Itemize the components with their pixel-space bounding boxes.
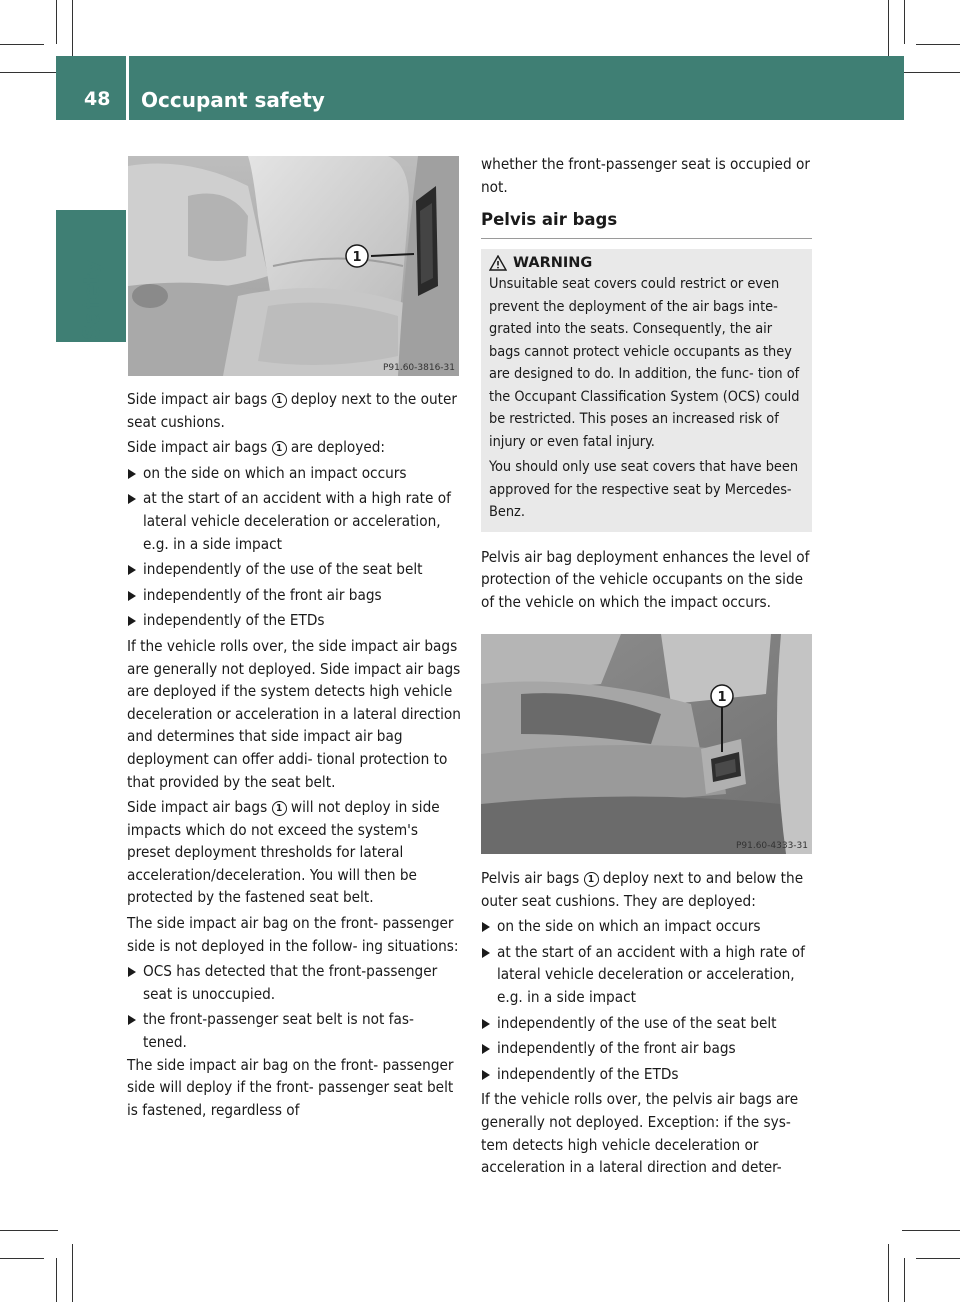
list-item: independently of the use of the seat belt [127, 558, 461, 581]
right-column [481, 153, 812, 613]
bullet-list [127, 462, 461, 632]
callout-1-icon: 1 [272, 393, 287, 408]
warning-text: You should only use seat covers that have been approved for the respective seat by Mercedes-Benz. [489, 459, 799, 521]
left-column [127, 388, 461, 1121]
seat-illustration [481, 634, 812, 854]
side-tab-label: Safety [80, 259, 105, 340]
figure-side-air-bag [128, 156, 459, 376]
crop-mark [0, 44, 44, 45]
crop-mark [72, 1244, 73, 1302]
paragraph: Side impact air bags 1 deploy next to the outer seat cushions. [127, 390, 458, 431]
crop-mark [916, 44, 960, 45]
crop-mark [916, 1258, 960, 1259]
paragraph: The side impact air bag on the front- passenger side is not deployed in the follow- ing situations: [127, 914, 459, 955]
right-column-lower [481, 867, 812, 1179]
warning-box [481, 249, 812, 532]
seat-illustration [128, 156, 459, 376]
warning-title: WARNING [513, 255, 593, 272]
crop-mark [902, 1230, 960, 1231]
crop-mark [0, 1230, 58, 1231]
header-separator [126, 56, 129, 120]
bullet-list [481, 915, 812, 1085]
crop-mark [0, 72, 58, 73]
crop-mark [902, 72, 960, 73]
figure-code: P91.60-3816-31 [382, 363, 455, 373]
crop-mark [904, 1258, 905, 1302]
crop-mark [56, 1258, 57, 1302]
page-title: Occupant safety [141, 88, 325, 112]
paragraph: If the vehicle rolls over, the pelvis air bags are generally not deployed. Exception: if the sys- tem detects high vehicle deceleration or acceleration in a lateral direction and deter- [481, 1090, 799, 1177]
warning-triangle-icon [489, 255, 507, 271]
bullet-list [127, 960, 461, 1053]
figure-code: P91.60-4333-31 [735, 841, 808, 851]
page-number: 48 [84, 88, 111, 110]
warning-header [489, 255, 802, 271]
callout-1-icon: 1 [272, 441, 287, 456]
crop-mark [888, 0, 889, 58]
figure-callout-1: 1 [717, 690, 727, 705]
crop-mark [56, 0, 57, 44]
crop-mark [0, 1258, 44, 1259]
warning-text: Unsuitable seat covers could restrict or even prevent the deployment of the air bags inte- grated into the seats. Consequently, the air bags cannot protect vehicle occupants as they are designed to do. In addition, the func- tion of the Occupant Classification System (OCS) could be restricted. This poses an increased risk of injury or even fatal injury. [489, 276, 800, 450]
list-item: on the side on which an impact occurs [481, 915, 812, 938]
callout-1-icon: 1 [584, 872, 599, 887]
paragraph: whether the front-passenger seat is occupied or not. [481, 155, 810, 196]
list-item: on the side on which an impact occurs [127, 462, 461, 485]
list-item: independently of the use of the seat belt [481, 1012, 812, 1035]
crop-mark [888, 1244, 889, 1302]
paragraph: The side impact air bag on the front- passenger side will deploy if the front- passenger seat belt is fastened, regardless of [127, 1055, 454, 1119]
list-item: independently of the front air bags [127, 584, 461, 607]
list-item: independently of the front air bags [481, 1037, 812, 1060]
crop-mark [72, 0, 73, 58]
list-item: independently of the ETDs [127, 609, 461, 632]
list-item: independently of the ETDs [481, 1063, 812, 1086]
figure-callout-1: 1 [352, 250, 362, 265]
paragraph: Side impact air bags 1 will not deploy in side impacts which do not exceed the system's preset deployment thresholds for lateral acceleration/deceleration. You will then be protected by the fastened seat belt. [127, 798, 440, 907]
callout-1-icon: 1 [272, 801, 287, 816]
list-item: OCS has detected that the front-passenger seat is unoccupied. [127, 960, 461, 1005]
paragraph: Pelvis air bag deployment enhances the level of protection of the vehicle occupants on the side of the vehicle on which the impact occurs. [481, 547, 810, 611]
paragraph: Side impact air bags 1 are deployed: [127, 438, 386, 457]
paragraph: Pelvis air bags 1 deploy next to and below the outer seat cushions. They are deployed: [481, 869, 804, 910]
list-item: the front-passenger seat belt is not fas- tened. [127, 1008, 461, 1053]
figure-pelvis-air-bag [481, 634, 812, 854]
list-item: at the start of an accident with a high rate of lateral vehicle deceleration or acceleration, e.g. in a side impact [481, 941, 812, 1009]
list-item: at the start of an accident with a high rate of lateral vehicle deceleration or acceleration, e.g. in a side impact [127, 487, 461, 555]
crop-mark [904, 0, 905, 44]
section-heading: Pelvis air bags [481, 210, 812, 239]
paragraph: If the vehicle rolls over, the side impact air bags are generally not deployed. Side impact air bags are deployed if the system detects high vehicle deceleration or acceleration in a lateral direction and determines that side impact air bag deployment can offer addi- tional protection to that provided by the seat belt. [127, 636, 461, 791]
